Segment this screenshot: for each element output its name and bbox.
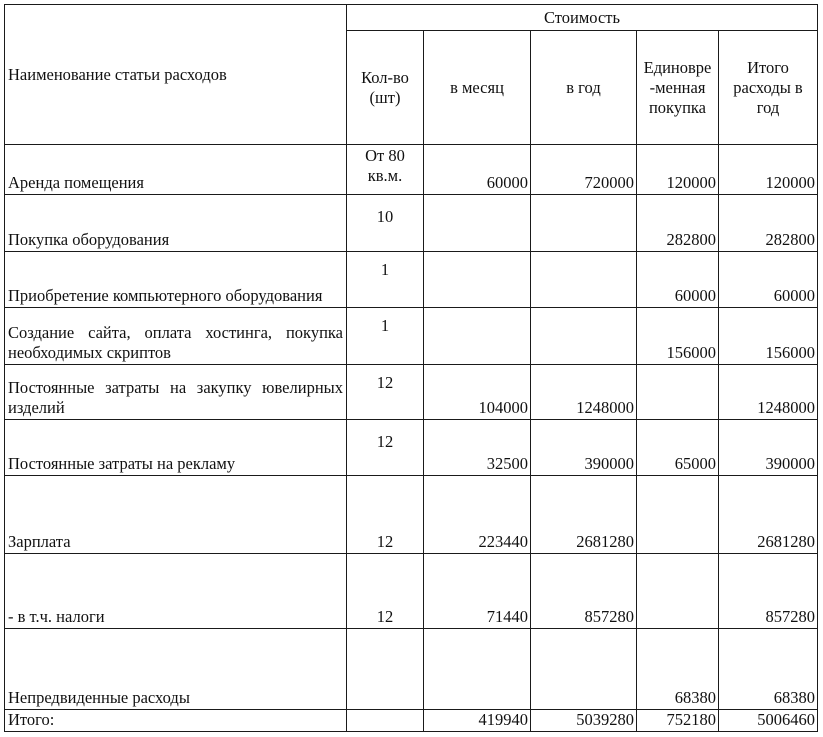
row-month: 104000 bbox=[424, 365, 531, 420]
table-row bbox=[5, 195, 818, 252]
row-once: 282800 bbox=[637, 195, 719, 252]
row-year bbox=[531, 195, 637, 252]
row-once: 68380 bbox=[637, 629, 719, 710]
totals-year: 5039280 bbox=[531, 710, 637, 732]
table-row bbox=[5, 145, 818, 195]
totals-label: Итого: bbox=[5, 710, 347, 732]
row-month bbox=[424, 252, 531, 308]
row-name: Постоянные затраты на закупку ювелирных изделий bbox=[5, 365, 347, 420]
row-name: Создание сайта, оплата хостинга, покупка необходимых скриптов bbox=[5, 308, 347, 365]
row-year: 720000 bbox=[531, 145, 637, 195]
header-onetime-line3: покупка bbox=[648, 97, 707, 117]
header-name-label: Наименование статьи расходов bbox=[8, 64, 227, 84]
header-cost-label: Стоимость bbox=[543, 7, 621, 27]
header-onetime-col bbox=[637, 31, 719, 145]
header-qty-line1: Кол-во bbox=[361, 67, 409, 87]
row-qty-line2: кв.м. bbox=[367, 166, 403, 185]
header-onetime-line2: -менная bbox=[649, 77, 706, 97]
row-name: Приобретение компьютерного оборудования bbox=[5, 252, 347, 308]
header-onetime-line1: Единовре bbox=[643, 57, 712, 77]
table-row bbox=[5, 476, 818, 554]
row-once: 60000 bbox=[637, 252, 719, 308]
table-row bbox=[5, 554, 818, 629]
totals-qty bbox=[347, 710, 424, 732]
header-name-col bbox=[5, 5, 347, 145]
row-name: Постоянные затраты на рекламу bbox=[5, 420, 347, 476]
row-total: 60000 bbox=[719, 252, 818, 308]
totals-total: 5006460 bbox=[719, 710, 818, 732]
row-month: 71440 bbox=[424, 554, 531, 629]
row-qty bbox=[347, 629, 424, 710]
header-qty-line2: (шт) bbox=[369, 87, 401, 107]
table-row bbox=[5, 420, 818, 476]
row-year: 857280 bbox=[531, 554, 637, 629]
row-year bbox=[531, 252, 637, 308]
row-once: 65000 bbox=[637, 420, 719, 476]
row-qty: 1 bbox=[347, 308, 424, 365]
row-month: 223440 bbox=[424, 476, 531, 554]
row-month bbox=[424, 629, 531, 710]
row-year: 1248000 bbox=[531, 365, 637, 420]
row-qty: 12 bbox=[347, 554, 424, 629]
header-total-line3: год bbox=[756, 97, 780, 117]
table-row bbox=[5, 365, 818, 420]
table-row bbox=[5, 629, 818, 710]
row-qty: 12 bbox=[347, 365, 424, 420]
header-month-label: в месяц bbox=[450, 77, 504, 97]
header-row-group bbox=[5, 5, 818, 31]
row-total: 282800 bbox=[719, 195, 818, 252]
row-total: 156000 bbox=[719, 308, 818, 365]
row-year: 390000 bbox=[531, 420, 637, 476]
totals-month: 419940 bbox=[424, 710, 531, 732]
row-qty-line1: От 80 bbox=[365, 146, 405, 165]
row-once bbox=[637, 365, 719, 420]
row-name: Зарплата bbox=[5, 476, 347, 554]
row-qty: 12 bbox=[347, 420, 424, 476]
row-total: 120000 bbox=[719, 145, 818, 195]
row-name: Непредвиденные расходы bbox=[5, 629, 347, 710]
header-year-col bbox=[531, 31, 637, 145]
row-qty bbox=[347, 145, 424, 195]
row-total: 857280 bbox=[719, 554, 818, 629]
row-qty: 1 bbox=[347, 252, 424, 308]
header-month-col bbox=[424, 31, 531, 145]
row-total: 2681280 bbox=[719, 476, 818, 554]
row-month bbox=[424, 195, 531, 252]
expense-table-document bbox=[4, 4, 818, 732]
row-month: 60000 bbox=[424, 145, 531, 195]
row-year: 2681280 bbox=[531, 476, 637, 554]
row-qty: 10 bbox=[347, 195, 424, 252]
row-name: Аренда помещения bbox=[5, 145, 347, 195]
row-total: 68380 bbox=[719, 629, 818, 710]
header-total-line1: Итого bbox=[747, 57, 789, 77]
row-month bbox=[424, 308, 531, 365]
row-year bbox=[531, 308, 637, 365]
row-qty: 12 bbox=[347, 476, 424, 554]
header-total-col bbox=[719, 31, 818, 145]
row-once: 120000 bbox=[637, 145, 719, 195]
row-total: 390000 bbox=[719, 420, 818, 476]
row-month: 32500 bbox=[424, 420, 531, 476]
row-total: 1248000 bbox=[719, 365, 818, 420]
row-year bbox=[531, 629, 637, 710]
expense-table bbox=[4, 4, 818, 732]
row-name: Покупка оборудования bbox=[5, 195, 347, 252]
header-cost-group bbox=[347, 5, 818, 31]
row-name: - в т.ч. налоги bbox=[5, 554, 347, 629]
row-once bbox=[637, 476, 719, 554]
row-once: 156000 bbox=[637, 308, 719, 365]
header-qty-col bbox=[347, 31, 424, 145]
totals-once: 752180 bbox=[637, 710, 719, 732]
table-row bbox=[5, 252, 818, 308]
header-year-label: в год bbox=[566, 77, 601, 97]
totals-row bbox=[5, 710, 818, 732]
table-row bbox=[5, 308, 818, 365]
header-total-line2: расходы в bbox=[733, 77, 803, 97]
row-once bbox=[637, 554, 719, 629]
